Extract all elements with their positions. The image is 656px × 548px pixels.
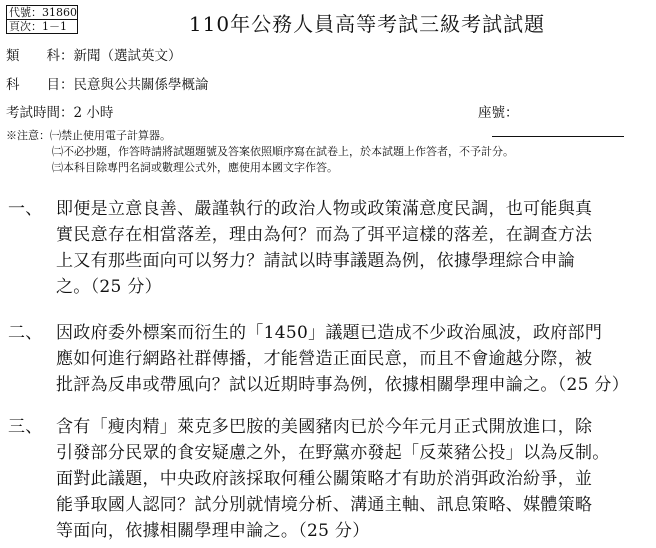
question-line: 引發部分民眾的食安疑慮之外，在野黨亦發起「反萊豬公投」以為反制。 (56, 443, 610, 463)
note-3: ㈢本科目除專門名詞或數理公式外，應使用本國文字作答。 (52, 161, 338, 174)
subject-row (6, 73, 209, 93)
time-key: 考試時間： (6, 105, 74, 121)
question-line: 之。（25 分） (56, 277, 162, 297)
question-number: 二、 (8, 323, 43, 343)
question-number: 三、 (8, 417, 43, 437)
category-key: 類 科： (6, 48, 74, 64)
question-line: 批評為反串或帶風向？試以近期時事為例，依據相關學理申論之。（25 分） (56, 375, 630, 395)
page-number: 頁次：1－1 (7, 19, 77, 33)
subject-key: 科 目： (6, 77, 74, 93)
time-row (6, 101, 113, 121)
question-line: 含有「瘦肉精」萊克多巴胺的美國豬肉已於今年元月正式開放進口，除 (56, 417, 593, 437)
question-line: 面對此議題，中央政府該採取何種公關策略才有助於消弭政治紛爭，並 (56, 469, 593, 489)
question-line: 等面向，依據相關學理申論之。（25 分） (56, 521, 370, 541)
question-line: 因政府委外標案而衍生的「1450」議題已造成不少政治風波，政府部門 (56, 323, 603, 343)
question-1 (8, 196, 644, 300)
question-line: 上又有那些面向可以努力？請試以時事議題為例，依據學理綜合申論 (56, 251, 575, 271)
subject-value: 民意與公共關係學概論 (73, 77, 209, 93)
question-line: 應如何進行網路社群傳播，才能營造正面民意，而且不會逾越分際，被 (56, 349, 593, 369)
question-line: 即便是立意良善、嚴謹執行的政治人物或政策滿意度民調，也可能與真 (56, 199, 593, 219)
question-3 (8, 414, 644, 544)
exam-code: 代號：31860 (9, 6, 77, 19)
note-2: ㈡不必抄題，作答時請將試題題號及答案依照順序寫在試卷上，於本試題上作答者，不予計分。 (52, 145, 514, 158)
question-line: 能爭取國人認同？試分別就情境分析、溝通主軸、訊息策略、媒體策略 (56, 495, 593, 515)
question-2 (8, 320, 644, 398)
seat-label: 座號： (478, 105, 519, 121)
page-title: 110年公務人員高等考試三級考試試題 (188, 12, 546, 36)
question-number: 一、 (8, 199, 43, 219)
category-value: 新聞（選試英文） (73, 48, 182, 64)
time-value: 2 小時 (73, 105, 114, 121)
notes-block (6, 128, 514, 176)
note-1: ※注意：㈠禁止使用電子計算器。 (6, 129, 171, 142)
question-line: 實民意存在相當落差，理由為何？而為了弭平這樣的落差，在調查方法 (56, 225, 593, 245)
category-row (6, 44, 182, 64)
